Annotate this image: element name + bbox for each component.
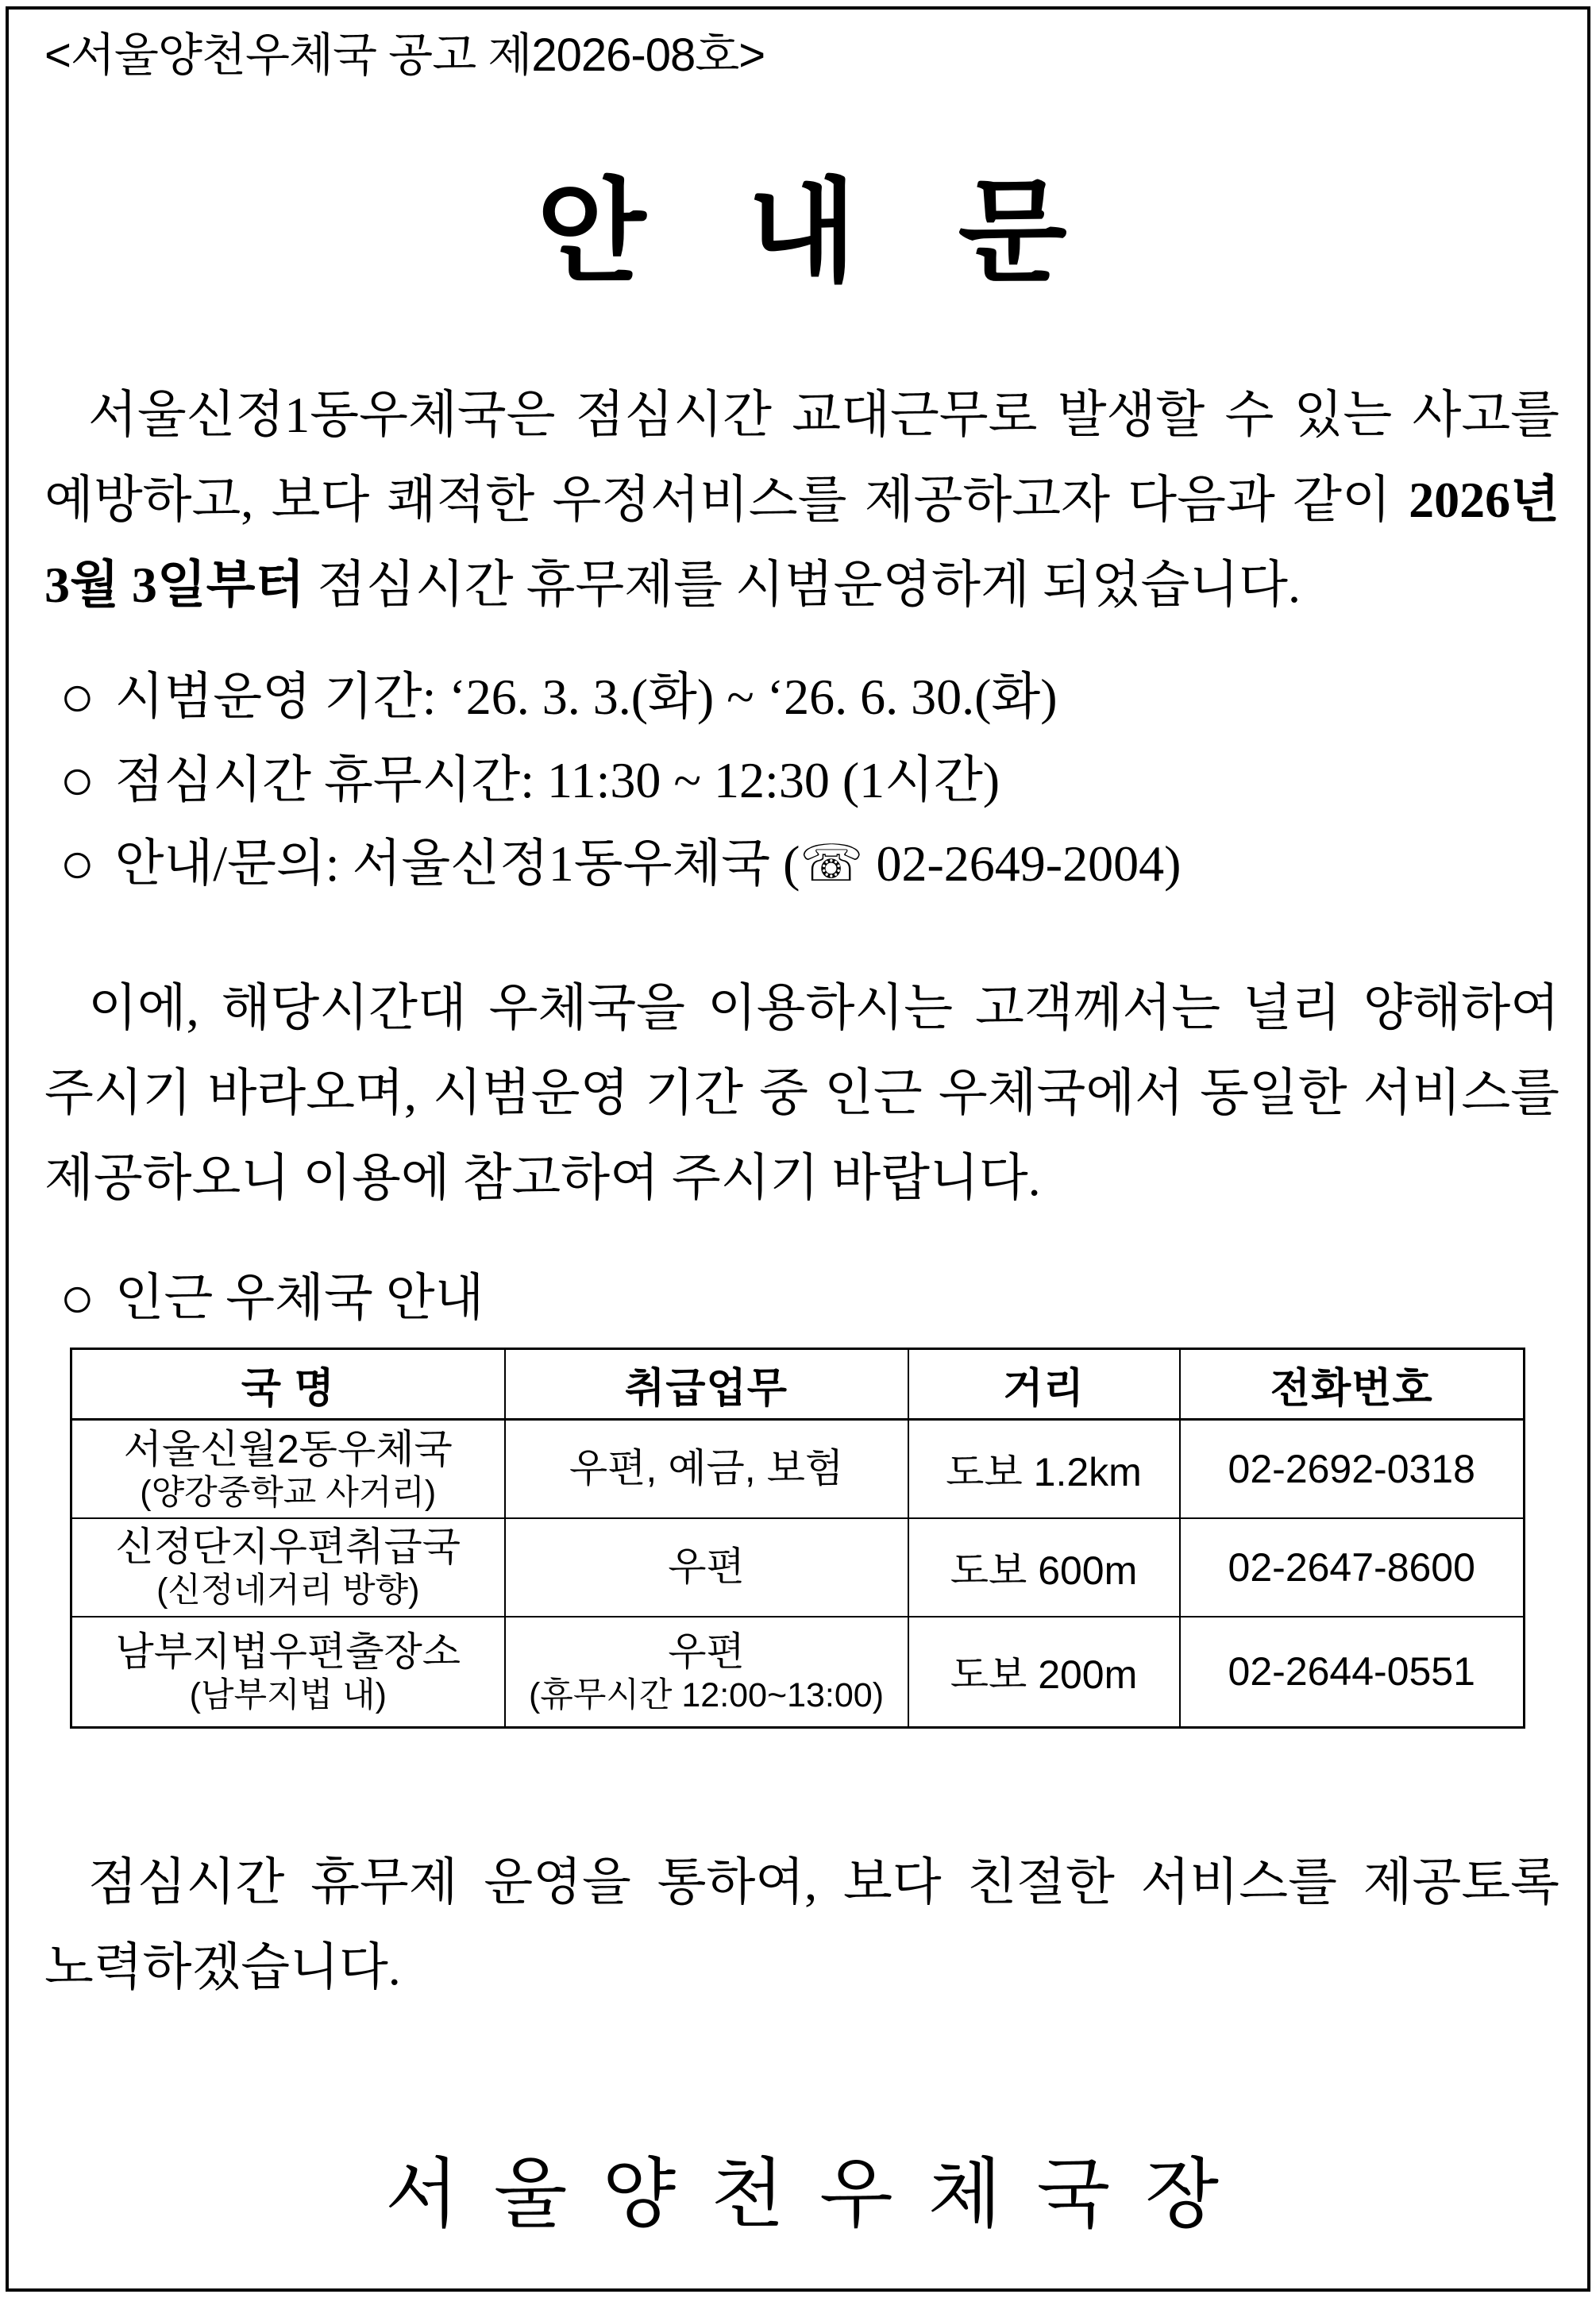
office-name-cell [71,1420,505,1518]
list-item-trial-period [62,655,1559,738]
circle-bullet-icon: ○ [60,831,95,896]
intro-date-emphasis: 2026년 3월 3일부터 [44,472,1559,613]
column-header-distance: 거리 [908,1349,1180,1420]
closing-paragraph: 점심시간 휴무제 운영을 통하여, 보다 친절한 서비스를 제공토록 노력하겠습니다. [44,1854,1559,1995]
list-item-closure-hours [62,738,1559,822]
services: 우편 [668,1544,745,1589]
distance-cell: 도보 200m [908,1617,1180,1728]
nearby-offices-table [70,1348,1525,1729]
notice-number: <서울양천우체국 공고 제2026-08호> [44,29,765,81]
circle-bullet-icon: ○ [60,1265,95,1331]
office-name-cell [71,1617,505,1728]
trial-period-text: 시범운영 기간: ‘26. 3. 3.(화) ~ ‘26. 6. 30.(화) [114,669,1058,725]
signature-postmaster: 서울양천우체국장 [385,2152,1254,2237]
distance-cell: 도보 600m [908,1518,1180,1617]
circle-bullet-icon: ○ [60,664,95,730]
table-row-sinwol2dong [71,1420,1525,1518]
office-name-note: (양강중학교 사거리) [140,1473,437,1512]
office-name-note: (신정네거리 방향) [156,1571,420,1610]
services: 우편, 예금, 보험 [569,1446,844,1491]
table-header-row [71,1349,1525,1420]
notice-page [6,6,1590,2292]
intro-paragraph [44,372,1559,627]
services-cell [505,1617,908,1728]
phone-cell: 02-2644-0551 [1180,1617,1525,1728]
office-name-cell [71,1518,505,1617]
services: 우편 [668,1629,745,1675]
column-header-services: 취급업무 [505,1349,908,1420]
closure-hours-text: 점심시간 휴무시간: 11:30 ~ 12:30 (1시간) [114,752,1000,808]
circle-bullet-icon: ○ [60,747,95,813]
table-row-sinjeongdanji [71,1518,1525,1617]
office-name: 서울신월2동우체국 [123,1426,453,1471]
list-item-contact [62,822,1559,906]
office-name: 남부지법우편출장소 [115,1629,461,1675]
distance-cell: 도보 1.2km [908,1420,1180,1518]
info-list [44,655,1559,906]
phone-cell: 02-2647-8600 [1180,1518,1525,1617]
column-header-office-name: 국 명 [71,1349,505,1420]
apology-paragraph: 이에, 해당시간대 우체국을 이용하시는 고객께서는 널리 양해하여 주시기 바라오며, 시범운영 기간 중 인근 우체국에서 동일한 서비스를 제공하오니 이용에 참고하여 주시기 바랍니다. [44,980,1559,1206]
nearby-offices-heading-text: 인근 우체국 안내 [114,1270,484,1326]
services-cell [505,1518,908,1617]
column-header-phone: 전화번호 [1180,1349,1525,1420]
contact-phone-number: 02-2649-2004) [863,835,1182,892]
office-name: 신정단지우편취급국 [115,1525,461,1570]
phone-cell: 02-2692-0318 [1180,1420,1525,1518]
page-title: 안내문 [537,169,1169,295]
office-name-note: (남부지법 내) [189,1676,387,1715]
intro-text-tail: 점심시간 휴무제를 시범운영하게 되었습니다. [304,557,1301,613]
nearby-offices-heading [44,1256,1559,1340]
intro-text-lead: 서울신정1동우체국은 점심시간 교대근무로 발생할 수 있는 사고를 예방하고, 보다 쾌적한 우정서비스를 제공하고자 다음과 같이 [44,387,1559,528]
contact-text-lead: 안내/문의: 서울신정1동우체국 ( [114,835,800,892]
services-cell [505,1420,908,1518]
services-note: (휴무시간 12:00~13:00) [528,1676,885,1715]
telephone-icon: ☏ [800,835,864,893]
table-row-nambujibeop [71,1617,1525,1728]
